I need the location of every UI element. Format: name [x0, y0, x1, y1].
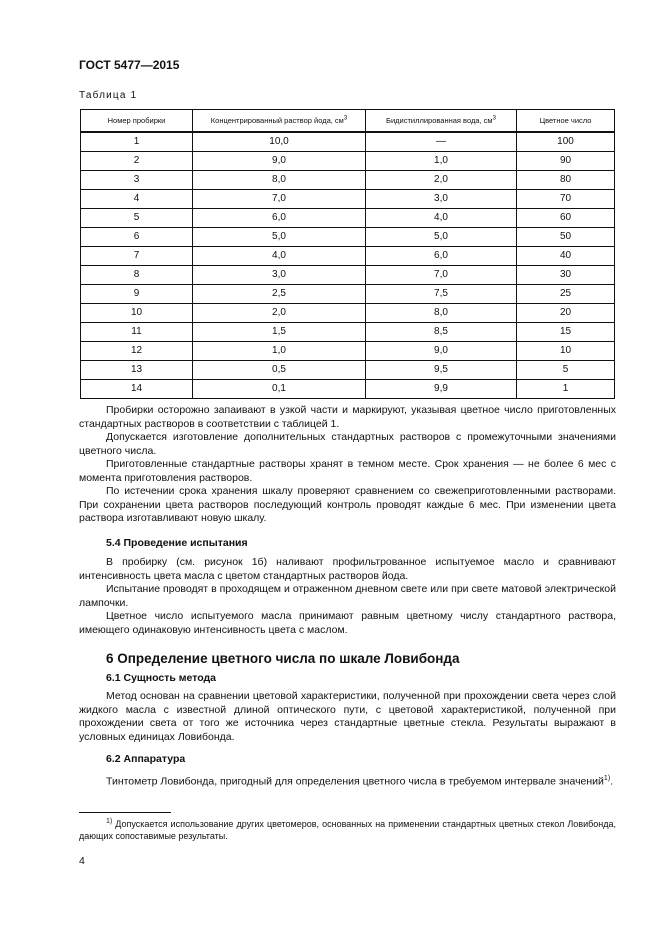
table-cell: 70: [517, 190, 615, 209]
table-cell: 6,0: [193, 209, 366, 228]
column-header-water: Бидистиллированная вода, $см^3$: [366, 110, 517, 133]
paragraph-group-storage: [79, 404, 616, 526]
table-cell: 7,0: [366, 266, 517, 285]
table-cell: 9,0: [366, 342, 517, 361]
table-cell: 5,0: [193, 228, 366, 247]
table-cell: 1,5: [193, 323, 366, 342]
table-cell: 100: [517, 132, 615, 152]
table-cell: 6,0: [366, 247, 517, 266]
paragraph: Метод основан на сравнении цветовой характеристики, полученной при прохождении света через слой жидкого масла с известной длиной оптического пути, с цветовой характеристикой, полученной при прохождении света от того же источника через стандартные цветные стекла. Результаты выражают в условных единицах Ловибонда.: [79, 690, 616, 743]
table-row: [81, 304, 615, 323]
page-number: 4: [79, 855, 85, 867]
table-cell: 20: [517, 304, 615, 323]
table-cell: 0,1: [193, 380, 366, 399]
section-heading-6: 6 Определение цветного числа по шкале Ловибонда: [106, 651, 460, 666]
column-header-color-number: Цветное число: [517, 110, 615, 133]
table-row: [81, 380, 615, 399]
column-header-tube-number: Номер пробирки: [81, 110, 193, 133]
table-row: [81, 266, 615, 285]
table-cell: 7,5: [366, 285, 517, 304]
table-cell: 8: [81, 266, 193, 285]
table-row: [81, 171, 615, 190]
table-cell: 9: [81, 285, 193, 304]
section-heading-6-2: 6.2 Аппаратура: [106, 753, 186, 765]
table-cell: 7: [81, 247, 193, 266]
table-caption: Таблица 1: [79, 90, 138, 101]
table-row: [81, 132, 615, 152]
footnote-marker: 1): [106, 818, 113, 825]
table-cell: 5,0: [366, 228, 517, 247]
table-cell: 1,0: [366, 152, 517, 171]
paragraph-group-method: [79, 690, 616, 744]
table-cell: 10,0: [193, 132, 366, 152]
table-cell: 11: [81, 323, 193, 342]
paragraph-group-test: [79, 556, 616, 637]
table-cell: 4,0: [193, 247, 366, 266]
table-row: [81, 247, 615, 266]
table-cell: 90: [517, 152, 615, 171]
table-row: [81, 342, 615, 361]
table-cell: 3,0: [366, 190, 517, 209]
color-number-table: [80, 109, 615, 399]
table-cell: 30: [517, 266, 615, 285]
table-cell: 4,0: [366, 209, 517, 228]
footnote-divider: [79, 812, 171, 813]
paragraph: Приготовленные стандартные растворы хранят в темном месте. Срок хранения — не более 6 мес с момента приготовления растворов.: [79, 458, 616, 484]
table-cell: 1: [81, 132, 193, 152]
section-heading-6-1: 6.1 Сущность метода: [106, 672, 217, 684]
table-cell: 3,0: [193, 266, 366, 285]
table-cell: 13: [81, 361, 193, 380]
table-cell: 50: [517, 228, 615, 247]
table-cell: 9,9: [366, 380, 517, 399]
table-cell: 5: [81, 209, 193, 228]
column-header-iodine-solution: Концентрированный раствор йода, $см^3$: [193, 110, 366, 133]
table-cell: 6: [81, 228, 193, 247]
table-cell: 10: [81, 304, 193, 323]
footnote: [79, 816, 616, 842]
paragraph: По истечении срока хранения шкалу проверяют сравнением со свежеприготовленными растворами. При сохранении цвета растворов последующий контроль проводят каждые 6 мес. При изменении цвета раствора изготавливают новую шкалу.: [79, 485, 616, 524]
table-cell: 60: [517, 209, 615, 228]
footnote-text: Допускается использование других цветомеров, основанных на применении стандартных цветных стекол Ловибонда, дающих сопоставимые результаты.: [79, 819, 616, 841]
table-row: [81, 228, 615, 247]
table-row: [81, 152, 615, 171]
table-cell: 14: [81, 380, 193, 399]
paragraph: Цветное число испытуемого масла принимают равным цветному числу стандартного раствора, имеющего одинаковую интенсивность цвета с маслом.: [79, 610, 616, 636]
table-cell: 4: [81, 190, 193, 209]
table-cell: 80: [517, 171, 615, 190]
table-cell: 8,0: [366, 304, 517, 323]
table-cell: 40: [517, 247, 615, 266]
footnote-reference: 1): [603, 775, 611, 782]
table-cell: —: [366, 132, 517, 152]
table-cell: 2,0: [366, 171, 517, 190]
table-cell: 9,0: [193, 152, 366, 171]
table-row: [81, 323, 615, 342]
table-cell: 1,0: [193, 342, 366, 361]
table-cell: 3: [81, 171, 193, 190]
paragraph: Допускается изготовление дополнительных стандартных растворов с промежуточными значениями цветного числа.: [79, 431, 616, 457]
table-cell: 12: [81, 342, 193, 361]
section-heading-5-4: 5.4 Проведение испытания: [106, 537, 248, 549]
table-cell: 15: [517, 323, 615, 342]
table-cell: 2: [81, 152, 193, 171]
table-cell: 8,5: [366, 323, 517, 342]
table-row: [81, 190, 615, 209]
table-cell: 9,5: [366, 361, 517, 380]
table-cell: 8,0: [193, 171, 366, 190]
paragraph-group-apparatus: [79, 772, 616, 789]
table-cell: 10: [517, 342, 615, 361]
table-cell: 2,0: [193, 304, 366, 323]
document-header: ГОСТ 5477—2015: [79, 58, 180, 72]
paragraph: Тинтометр Ловибонда, пригодный для определения цветного числа в требуемом интервале значений$^{1)}$.: [106, 775, 614, 788]
table-cell: 2,5: [193, 285, 366, 304]
table-cell: 5: [517, 361, 615, 380]
table-row: [81, 361, 615, 380]
table-cell: 25: [517, 285, 615, 304]
paragraph: В пробирку (см. рисунок 1б) наливают профильтрованное испытуемое масло и сравнивают интенсивность цвета масла с цветом стандартных растворов йода.: [79, 556, 616, 582]
table-row: [81, 209, 615, 228]
table-cell: 7,0: [193, 190, 366, 209]
table-row: [81, 285, 615, 304]
paragraph: Испытание проводят в проходящем и отраженном дневном свете или при свете матовой электрической лампочки.: [79, 583, 616, 609]
table-cell: 1: [517, 380, 615, 399]
table-cell: 0,5: [193, 361, 366, 380]
table-body: [81, 132, 615, 399]
paragraph: Пробирки осторожно запаивают в узкой части и маркируют, указывая цветное число приготовленных стандартных растворов в соответствии с таблицей 1.: [79, 404, 616, 430]
